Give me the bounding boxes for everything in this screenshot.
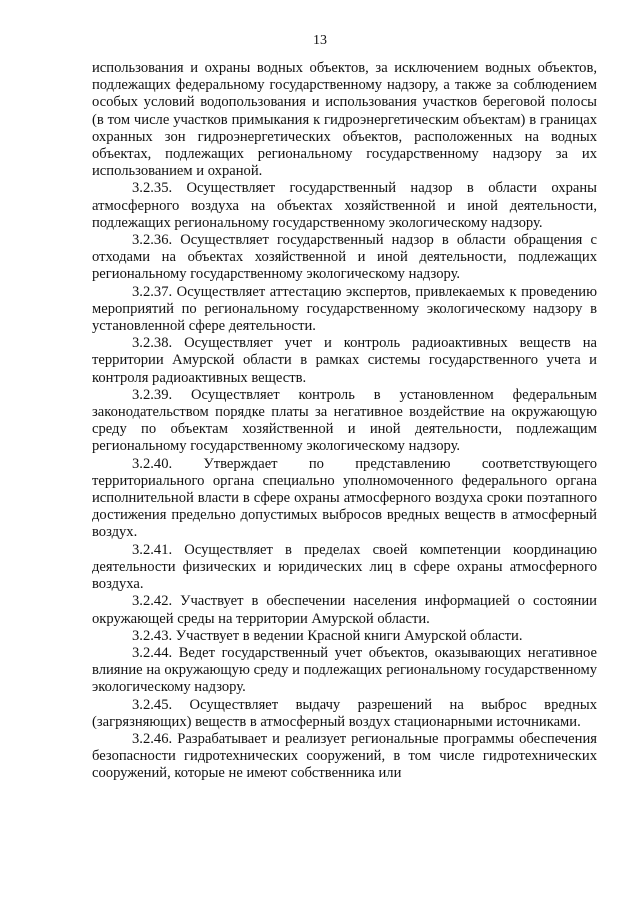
paragraph-3-2-46: 3.2.46. Разрабатывает и реализует региональные программы обеспечения безопасности гидротехнических сооружений, в том числе гидротехнических сооружений, которые не имеют собственника или (92, 730, 597, 782)
paragraph-3-2-41: 3.2.41. Осуществляет в пределах своей компетенции координацию деятельности физических и юридических лиц в сфере охраны атмосферного воздуха. (92, 541, 597, 593)
document-body (92, 60, 597, 783)
paragraph-3-2-38: 3.2.38. Осуществляет учет и контроль радиоактивных веществ на территории Амурской области в рамках системы государственного учета и контроля радиоактивных веществ. (92, 335, 597, 386)
paragraph-3-2-42: 3.2.42. Участвует в обеспечении населения информацией о состоянии окружающей среды на территории Амурской области. (92, 593, 597, 627)
paragraph-3-2-39: 3.2.39. Осуществляет контроль в установленном федеральным законодательством порядке платы за негативное воздействие на окружающую среду по объектам хозяйственной и иной деятельности, подлежащим региональному государственному экологическому надзору. (92, 386, 597, 455)
paragraph-3-2-44: 3.2.44. Ведет государственный учет объектов, оказывающих негативное влияние на окружающую среду и подлежащих региональному государственному экологическому надзору. (92, 644, 597, 696)
paragraph-3-2-43: 3.2.43. Участвует в ведении Красной книги Амурской области. (132, 627, 523, 644)
page-number: 13 (313, 33, 327, 48)
paragraph-3-2-37: 3.2.37. Осуществляет аттестацию экспертов, привлекаемых к проведению мероприятий по региональному государственному экологическому надзору в установленной сфере деятельности. (92, 283, 597, 335)
paragraph-continuation: использования и охраны водных объектов, за исключением водных объектов, подлежащих федеральному государственному надзору, а также за соблюдением особых условий водопользования и использования участков береговой полосы (в том числе участков примыкания к гидроэнергетическим объектам) в границах охранных зон гидроэнергетических объектов, расположенных на водных объектах, подлежащих региональному государственному надзору за их использованием и охраной. (92, 60, 597, 180)
paragraph-3-2-45: 3.2.45. Осуществляет выдачу разрешений на выброс вредных (загрязняющих) веществ в атмосферный воздух стационарными источниками. (92, 696, 597, 730)
paragraph-3-2-36: 3.2.36. Осуществляет государственный надзор в области обращения с отходами на объектах хозяйственной и иной деятельности, подлежащих региональному государственному экологическому надзору. (92, 232, 597, 283)
paragraph-3-2-40: 3.2.40. Утверждает по представлению соответствующего территориального органа специально уполномоченного федерального органа исполнительной власти в сфере охраны атмосферного воздуха сроки поэтапного достижения предельно допустимых выбросов вредных веществ в атмосферный воздух. (92, 455, 597, 541)
paragraph-3-2-35: 3.2.35. Осуществляет государственный надзор в области охраны атмосферного воздуха на объектах хозяйственной и иной деятельности, подлежащих региональному государственному экологическому надзору. (92, 180, 597, 231)
